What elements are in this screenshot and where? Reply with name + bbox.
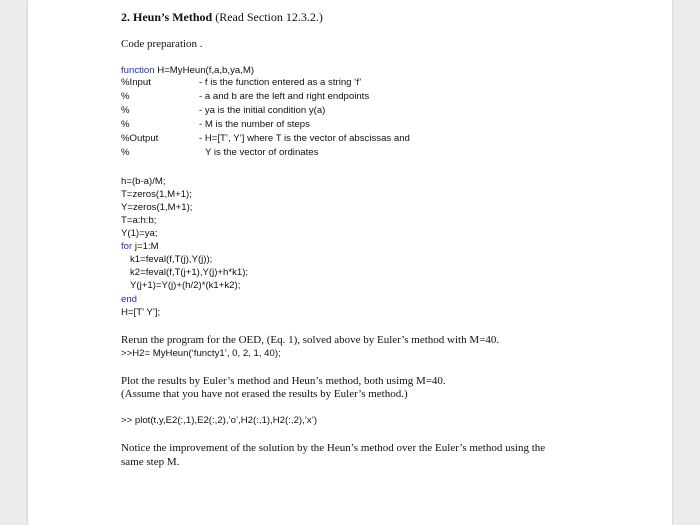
function-keyword: function xyxy=(121,65,155,76)
section-heading xyxy=(121,10,323,25)
final-code-line: H=[T’ Y’]; xyxy=(121,307,161,318)
section-reference: (Read Section 12.3.2.) xyxy=(215,10,323,24)
loop-line-1: k2=feval(f,T(j+1),Y(j)+h*k1); xyxy=(130,267,249,278)
loop-line-2: Y(j+1)=Y(j)+(h/2)*(k1+k2); xyxy=(130,280,241,291)
comment-tag-4: %Output xyxy=(121,133,159,144)
comment-text-1: - a and b are the left and right endpoints xyxy=(199,91,370,102)
comment-text-0: - f is the function entered as a string ‘f’ xyxy=(199,77,362,88)
rerun-text: Rerun the program for the OED, (Eq. 1), solved above by Euler’s method with M=40. xyxy=(121,334,500,346)
section-number: 2. xyxy=(121,10,130,24)
loop-range: j=1:M xyxy=(134,241,159,252)
function-definition xyxy=(121,65,254,77)
comment-tag-0: %Input xyxy=(121,77,151,88)
comment-tag-5: % xyxy=(121,147,130,158)
end-keyword: end xyxy=(121,294,138,305)
comment-text-5: Y is the vector of ordinates xyxy=(205,147,319,158)
rerun-command: >>H2= MyHeun(‘functy1’, 0, 2, 1, 40); xyxy=(121,348,281,359)
code-prep-label: Code preparation . xyxy=(121,38,203,50)
notice-text-line2: same step M. xyxy=(121,456,180,468)
comment-tag-3: % xyxy=(121,119,130,130)
code-line-2: Y=zeros(1,M+1); xyxy=(121,202,193,213)
comment-tag-2: % xyxy=(121,105,130,116)
for-keyword: for xyxy=(121,241,133,252)
comment-tag-1: % xyxy=(121,91,130,102)
loop-line-0: k1=feval(f,T(j),Y(j)); xyxy=(130,254,213,265)
comment-text-2: - ya is the initial condition y(a) xyxy=(199,105,326,116)
function-signature: H=MyHeun(f,a,b,ya,M) xyxy=(157,65,255,76)
notice-text-line1: Notice the improvement of the solution by the Heun’s method over the Euler’s method using the xyxy=(121,442,546,454)
plot-command: >> plot(t,y,E2(:,1),E2(:,2),’o’,H2(:,1),H2(:,2),’x’) xyxy=(121,415,318,426)
section-title: Heun’s Method xyxy=(133,10,213,24)
code-line-1: T=zeros(1,M+1); xyxy=(121,189,192,200)
code-line-3: T=a:h:b; xyxy=(121,215,157,226)
code-line-0: h=(b-a)/M; xyxy=(121,176,166,187)
plot-text-line1: Plot the results by Euler’s method and Heun’s method, both usimg M=40. xyxy=(121,375,446,387)
comment-text-4: - H=[T’, Y’] where T is the vector of abscissas and xyxy=(199,133,410,144)
document-page xyxy=(28,0,672,525)
comment-text-3: - M is the number of steps xyxy=(199,119,310,130)
plot-text-line2: (Assume that you have not erased the results by Euler’s method.) xyxy=(121,388,408,400)
code-line-4: Y(1)=ya; xyxy=(121,228,158,239)
loop-header xyxy=(121,241,159,253)
